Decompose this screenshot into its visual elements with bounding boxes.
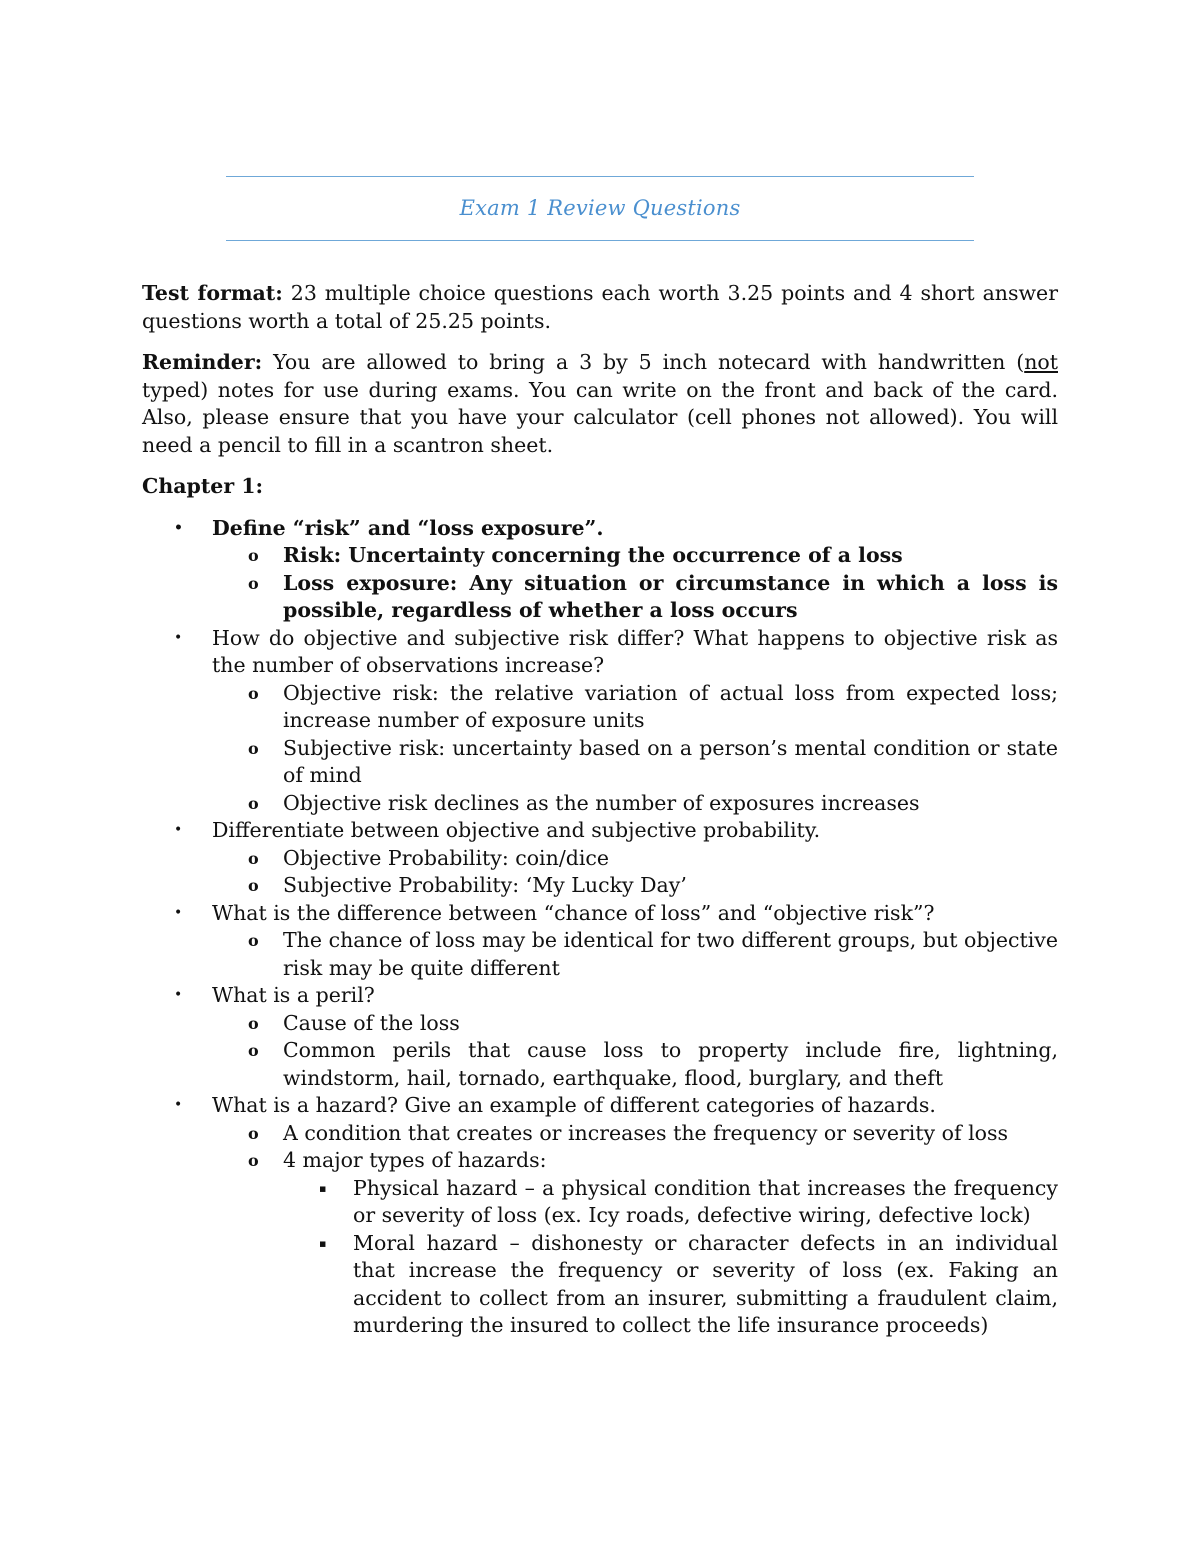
reminder-paragraph (142, 349, 1058, 459)
list-item (142, 927, 1058, 982)
list-item (142, 735, 1058, 790)
square-bullet-icon: ▪ (319, 1181, 327, 1195)
reminder-text-b: typed) notes for use during exams. You can write on the front and back of the card. Also, please ensure that you have your calculator (cell phones not allowed). You will need a pencil to fill in a scantron sheet. (142, 377, 1058, 457)
bullet-icon: • (174, 822, 183, 838)
list-item (142, 1147, 1058, 1175)
circle-bullet-icon: o (248, 683, 259, 703)
item-text: Objective risk: the relative variation of actual loss from expected loss; increase number of exposure units (283, 680, 1058, 732)
list-item (142, 515, 1058, 543)
list-item (142, 542, 1058, 570)
reminder-text-a: You are allowed to bring a 3 by 5 inch notecard with handwritten ( (262, 350, 1025, 374)
circle-bullet-icon: o (248, 1151, 259, 1170)
chapter-heading-text: Chapter 1: (142, 474, 264, 498)
list-item (142, 625, 1058, 680)
item-text: Cause of the loss (283, 1010, 460, 1035)
list-item (142, 680, 1058, 735)
item-text: A condition that creates or increases the frequency or severity of loss (283, 1120, 1009, 1145)
title-rule-top (226, 176, 974, 177)
circle-bullet-icon: o (248, 793, 259, 813)
list-item (142, 1230, 1058, 1340)
item-text: What is the difference between “chance of loss” and “objective risk”? (212, 900, 935, 925)
list-item (142, 900, 1058, 928)
item-text: Subjective risk: uncertainty based on a person’s mental condition or state of mind (283, 735, 1058, 787)
list-item (142, 845, 1058, 873)
bullet-icon: • (174, 987, 183, 1003)
test-format-text: 23 multiple choice questions each worth 3.25 points and 4 short answer questions worth a total of 25.25 points. (142, 281, 1058, 333)
item-text: What is a hazard? Give an example of different categories of hazards. (212, 1093, 936, 1117)
list-item (142, 1120, 1058, 1148)
item-text: Objective Probability: coin/dice (283, 845, 610, 870)
square-bullet-icon: ▪ (319, 1236, 327, 1250)
item-text: Physical hazard – a physical condition that increases the frequency or severity of loss (ex. Icy roads, defective wiring, defective lock) (353, 1175, 1058, 1227)
bullet-icon: • (174, 904, 183, 921)
item-text: Define “risk” and “loss exposure”. (212, 515, 604, 540)
list-item (142, 982, 1058, 1010)
item-text: The chance of loss may be identical for two different groups, but objective risk may be quite different (283, 928, 1058, 980)
reminder-label: Reminder: (142, 350, 263, 374)
list-item (142, 817, 1058, 845)
list-item (142, 1010, 1058, 1038)
item-text: Loss exposure: Any situation or circumstance in which a loss is possible, regardless of whether a loss occurs (283, 570, 1058, 622)
circle-bullet-icon: o (248, 546, 259, 565)
item-text: Moral hazard – dishonesty or character defects in an individual that increase the frequency or severity of loss (ex. Faking an accident to collect from an insurer, submitting a fraudulent claim, murdering the insured to collect the life insurance proceeds) (353, 1230, 1058, 1337)
item-text: Subjective Probability: ‘My Lucky Day’ (283, 873, 687, 897)
bullet-icon: • (174, 629, 183, 646)
circle-bullet-icon: o (248, 931, 259, 950)
item-text: 4 major types of hazards: (283, 1148, 547, 1172)
circle-bullet-icon: o (248, 573, 259, 593)
bullet-icon: • (174, 519, 183, 536)
item-text: Differentiate between objective and subjective probability. (212, 818, 821, 842)
circle-bullet-icon: o (248, 848, 259, 868)
circle-bullet-icon: o (248, 1123, 259, 1143)
reminder-underlined: not (1024, 350, 1058, 374)
test-format-label: Test format: (142, 281, 283, 305)
circle-bullet-icon: o (248, 738, 259, 758)
list-item (142, 790, 1058, 818)
list-item (142, 570, 1058, 625)
question-list (142, 515, 1058, 1340)
document-body (142, 280, 1058, 1340)
item-text: Objective risk declines as the number of exposures increases (283, 790, 920, 815)
bullet-icon: • (174, 1097, 183, 1113)
item-text: Risk: Uncertainty concerning the occurrence of a loss (283, 543, 903, 567)
circle-bullet-icon: o (248, 876, 259, 895)
item-text: What is a peril? (212, 983, 375, 1007)
chapter-heading (142, 473, 1058, 501)
circle-bullet-icon: o (248, 1013, 259, 1033)
title-rule-bottom (226, 240, 974, 241)
page-title: Exam 1 Review Questions (459, 196, 741, 220)
list-item (142, 1037, 1058, 1092)
list-item (142, 1092, 1058, 1120)
list-item (142, 872, 1058, 900)
item-text: How do objective and subjective risk differ? What happens to objective risk as the number of observations increase? (212, 625, 1058, 677)
list-item (142, 1175, 1058, 1230)
item-text: Common perils that cause loss to property include fire, lightning, windstorm, hail, tornado, earthquake, flood, burglary, and theft (283, 1038, 1058, 1090)
test-format-paragraph (142, 280, 1058, 335)
circle-bullet-icon: o (248, 1041, 259, 1060)
